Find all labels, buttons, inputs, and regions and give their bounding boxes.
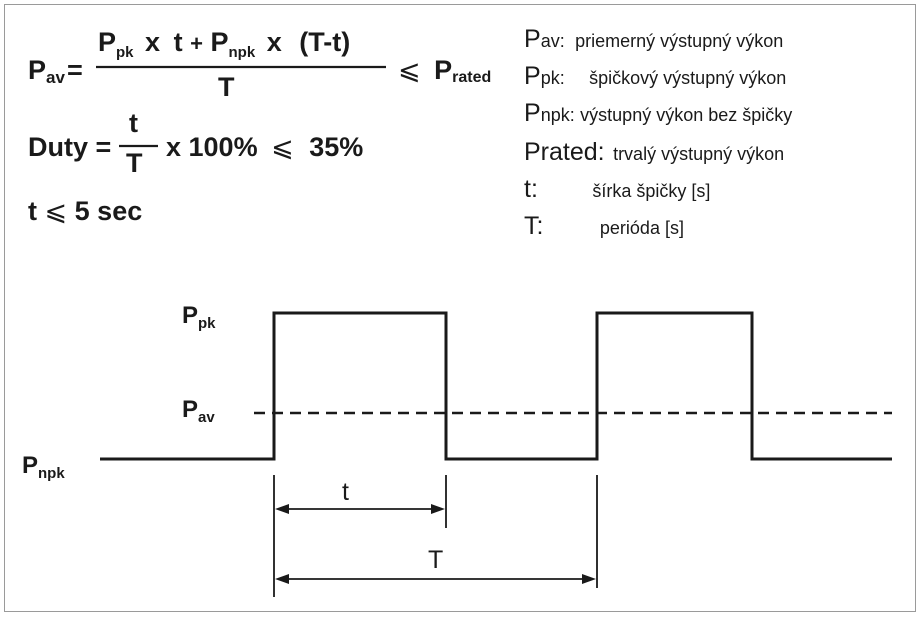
legend-key-main: T: [524,212,544,240]
duty-limit: 35% [309,132,364,162]
t-leq: ⩽ [44,196,68,226]
pav-lhs-sub: av [46,68,65,87]
label-ppk-main: P [182,302,199,329]
arrow-left-icon [275,504,289,514]
legend-desc: výstupný výkon bez špičky [580,105,793,125]
legend-desc: trvalý výstupný výkon [613,144,785,164]
legend-desc: špičkový výstupný výkon [589,68,787,88]
label-pnpk-sub: npk [38,465,65,482]
label-pnpk [22,452,65,480]
legend-desc: šírka špičky [s] [592,181,711,201]
label-t-dim: t [342,478,349,506]
num-x1: x [145,27,161,57]
num-p2: P [210,27,229,57]
num-t: t [173,27,183,57]
legend-key-main: Prated: [524,138,605,166]
arrow-right-icon [431,504,445,514]
rated-sub: rated [452,69,492,86]
legend-key-sub: pk: [540,68,565,88]
equals-sign: = [66,55,83,85]
t-label: t [28,196,37,226]
legend-key-sub: npk: [540,105,575,125]
legend-key-main: P [524,62,541,90]
duty-leq: ⩽ [271,132,294,162]
label-pav-main: P [182,396,199,423]
legend-key-main: P [524,25,541,53]
num-plus: + [190,31,203,56]
label-ppk-sub: pk [198,315,216,332]
leq-1: ⩽ [398,55,421,85]
num-p1: P [98,27,117,57]
num-tt: (T-t) [299,27,351,57]
duty-num: t [129,108,138,138]
arrow-left-icon [275,574,289,584]
power-waveform [100,313,892,459]
label-pav [182,396,215,424]
label-pav-sub: av [198,409,215,426]
duty-label: Duty = [28,132,112,162]
duty-rest: x 100% [166,132,258,162]
num-x2: x [266,27,282,57]
den-T: T [218,72,235,102]
label-T-dim: T [428,546,444,574]
arrow-right-icon [582,574,596,584]
legend-desc: perióda [s] [599,218,684,238]
rated-main: P [434,55,453,85]
legend-key-sub: av: [540,31,565,51]
pav-lhs-main: P [28,55,47,85]
label-ppk [182,302,216,330]
duty-den: T [126,148,143,178]
legend-key-main: P [524,99,541,127]
label-pnpk-main: P [22,452,39,479]
num-p2-sub: npk [228,44,256,61]
num-p1-sub: pk [116,44,134,61]
legend-desc: priemerný výstupný výkon [575,31,784,51]
legend-key-main: t: [524,175,538,203]
t-limit-value: 5 sec [74,196,143,226]
